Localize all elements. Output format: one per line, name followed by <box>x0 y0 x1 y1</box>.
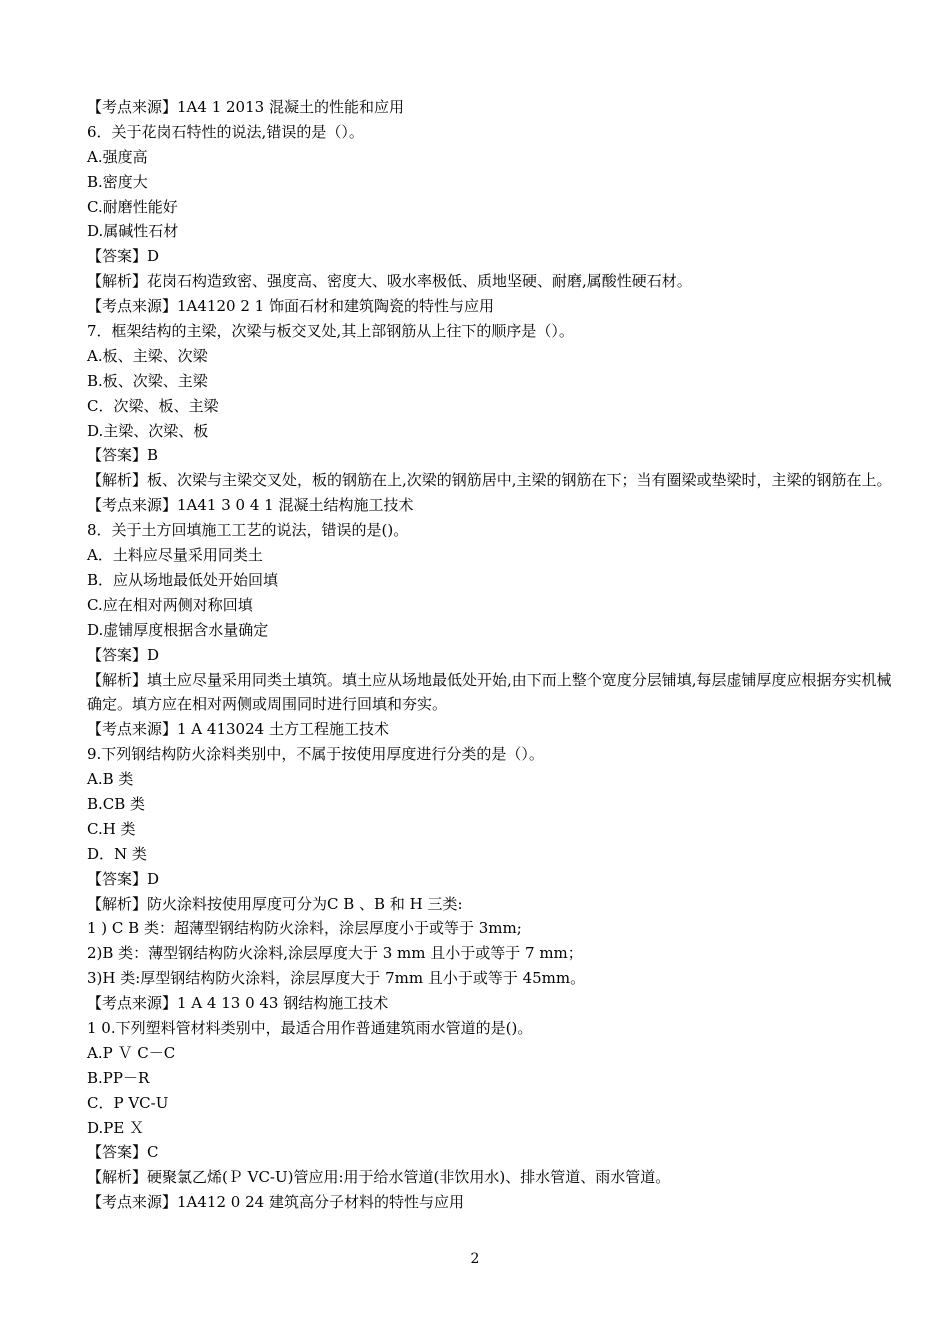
question-6: 6．关于花岗石特性的说法,错误的是（）。 <box>87 122 364 141</box>
option-9c: C.H 类 <box>87 819 136 838</box>
page-number: 2 <box>470 1251 480 1267</box>
source-line-q10: 【考点来源】1A412 0 24 建筑高分子材料的特性与应用 <box>87 1193 464 1212</box>
document-body <box>87 95 895 1215</box>
option-8c: C.应在相对两侧对称回填 <box>87 595 253 614</box>
option-7d: D.主梁、次梁、板 <box>87 421 209 440</box>
option-9d: D．N 类 <box>87 844 147 863</box>
option-10b: B.PP－R <box>87 1068 150 1087</box>
option-8a: A．土料应尽量采用同类土 <box>87 546 263 565</box>
option-6b: B.密度大 <box>87 172 148 191</box>
answer-7: 【答案】B <box>87 446 159 465</box>
analysis-6: 【解析】花岗石构造致密、强度高、密度大、吸水率极低、质地坚硬、耐磨,属酸性硬石材。 <box>87 272 692 291</box>
option-10a: A.P Ｖ C－C <box>87 1043 176 1062</box>
option-10d: D.PE Ｘ <box>87 1118 145 1137</box>
analysis-9-item-1: 1 ) C B 类：超薄型钢结构防火涂料，涂层厚度小于或等于 3mm; <box>87 919 522 938</box>
option-8b: B．应从场地最低处开始回填 <box>87 570 279 589</box>
source-line-q5: 【考点来源】1A4 1 2013 混凝土的性能和应用 <box>87 98 404 116</box>
analysis-9-item-3: 3)H 类:厚型钢结构防火涂料，涂层厚度大于 7mm 且小于或等于 45mm。 <box>87 969 586 988</box>
source-line-q7: 【考点来源】1A41 3 0 4 1 混凝土结构施工技术 <box>87 496 414 515</box>
answer-9: 【答案】D <box>87 869 160 888</box>
option-7b: B.板、次梁、主梁 <box>87 371 208 390</box>
question-9: 9.下列钢结构防火涂料类别中，不属于按使用厚度进行分类的是（）。 <box>87 745 544 764</box>
answer-10: 【答案】C <box>87 1143 159 1162</box>
option-6a: A.强度高 <box>87 147 148 166</box>
option-7c: C．次梁、板、主梁 <box>87 396 219 415</box>
answer-8: 【答案】D <box>87 645 160 664</box>
analysis-8: 【解析】填土应尽量采用同类土填筑。填土应从场地最低处开始,由下而上整个宽度分层铺填,每层虚铺厚度应根据夯实机械确定。填方应在相对两侧或周围同时进行回填和夯实。 <box>87 670 892 714</box>
analysis-9: 【解析】防火涂料按使用厚度可分为C B 、B 和 H 三类: <box>87 894 463 913</box>
option-10c: C．P VC-U <box>87 1093 169 1112</box>
option-6d: D.属碱性石材 <box>87 222 179 241</box>
analysis-7: 【解析】板、次梁与主梁交叉处，板的钢筋在上,次梁的钢筋居中,主梁的钢筋在下；当有圈梁或垫梁时，主梁的钢筋在上。 <box>87 471 892 490</box>
answer-6: 【答案】D <box>87 247 160 266</box>
source-line-q9: 【考点来源】1 A 4 13 0 43 钢结构施工技术 <box>87 994 389 1013</box>
option-7a: A.板、主梁、次梁 <box>87 346 208 365</box>
analysis-9-item-2: 2)B 类：薄型钢结构防火涂料,涂层厚度大于 3 mm 且小于或等于 7 mm； <box>87 944 583 963</box>
option-6c: C.耐磨性能好 <box>87 197 178 216</box>
option-8d: D.虚铺厚度根据含水量确定 <box>87 620 269 639</box>
question-10: 1 0.下列塑料管材料类别中，最适合用作普通建筑雨水管道的是()。 <box>87 1019 533 1037</box>
analysis-10: 【解析】硬聚氯乙烯(Ｐ VC-U)管应用:用于给水管道(非饮用水)、排水管道、雨水管道。 <box>87 1168 671 1187</box>
question-7: 7．框架结构的主梁，次梁与板交叉处,其上部钢筋从上往下的顺序是（）。 <box>87 322 574 341</box>
source-line-q6: 【考点来源】1A4120 2 1 饰面石材和建筑陶瓷的特性与应用 <box>87 297 494 316</box>
question-8: 8．关于土方回填施工工艺的说法，错误的是()。 <box>87 521 409 540</box>
option-9b: B.CB 类 <box>87 794 146 813</box>
source-line-q8: 【考点来源】1 A 413024 土方工程施工技术 <box>87 720 389 739</box>
option-9a: A.B 类 <box>87 770 134 789</box>
